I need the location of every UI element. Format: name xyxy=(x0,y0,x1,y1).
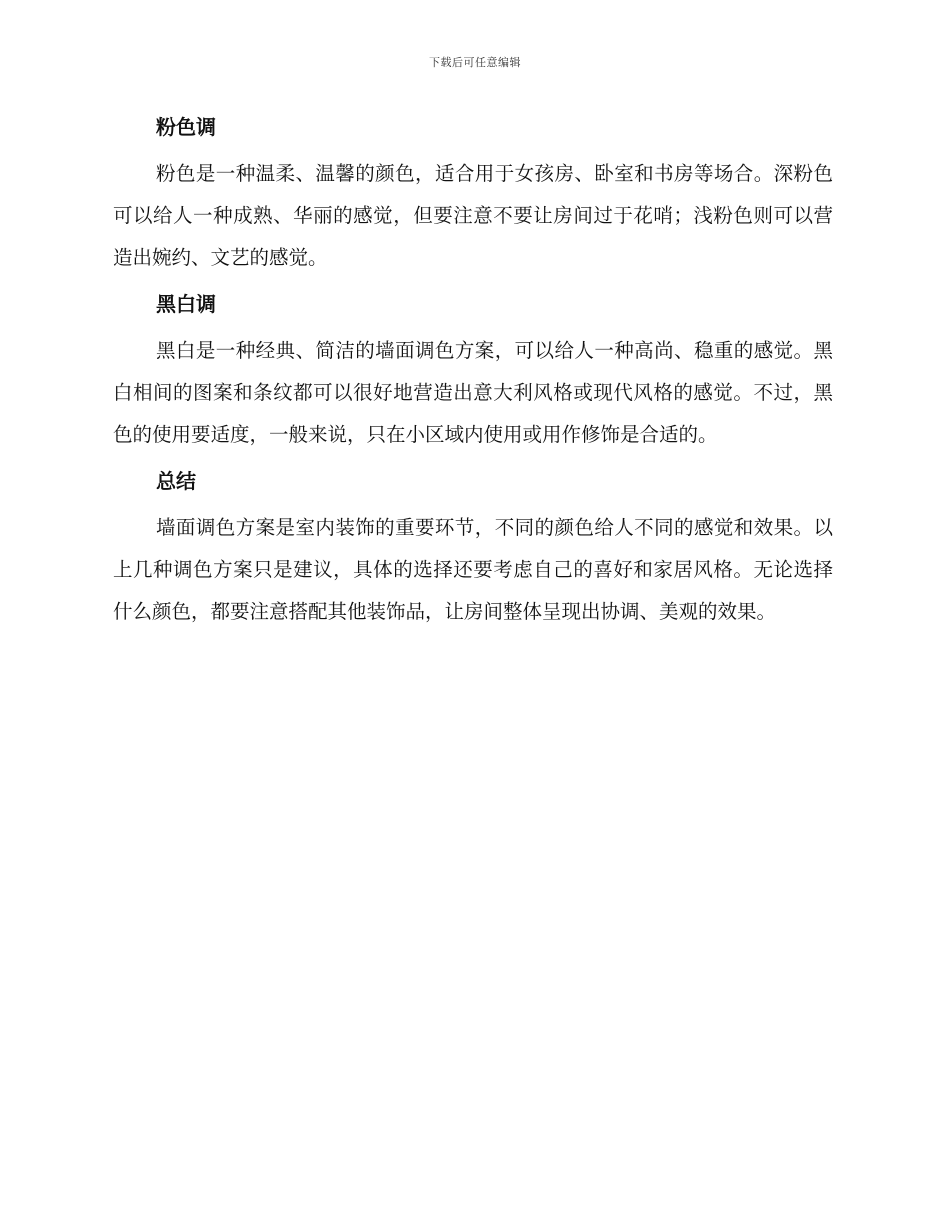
section-heading: 黑白调 xyxy=(156,292,216,316)
section-paragraph: 黑白是一种经典、简洁的墙面调色方案，可以给人一种高尚、稳重的感觉。黑白相间的图案和条纹都可以很好地营造出意大利风格或现代风格的感觉。不过，黑色的使用要适度，一般来说，只在小区域内使用或用作修饰是合适的。 xyxy=(113,339,833,446)
section-paragraph: 墙面调色方案是室内装饰的重要环节，不同的颜色给人不同的感觉和效果。以上几种调色方案只是建议，具体的选择还要考虑自己的喜好和家居风格。无论选择什么颜色，都要注意搭配其他装饰品，让房间整体呈现出协调、美观的效果。 xyxy=(113,516,833,623)
document-body xyxy=(113,108,833,639)
section-paragraph: 粉色是一种温柔、温馨的颜色，适合用于女孩房、卧室和书房等场合。深粉色可以给人一种成熟、华丽的感觉，但要注意不要让房间过于花哨；浅粉色则可以营造出婉约、文艺的感觉。 xyxy=(113,162,833,269)
section-pink xyxy=(113,108,833,279)
section-heading: 总结 xyxy=(156,469,196,493)
section-black-white xyxy=(113,285,833,456)
section-summary xyxy=(113,462,833,633)
page-header: 下载后可任意编辑 xyxy=(429,56,521,69)
section-heading: 粉色调 xyxy=(156,115,216,139)
